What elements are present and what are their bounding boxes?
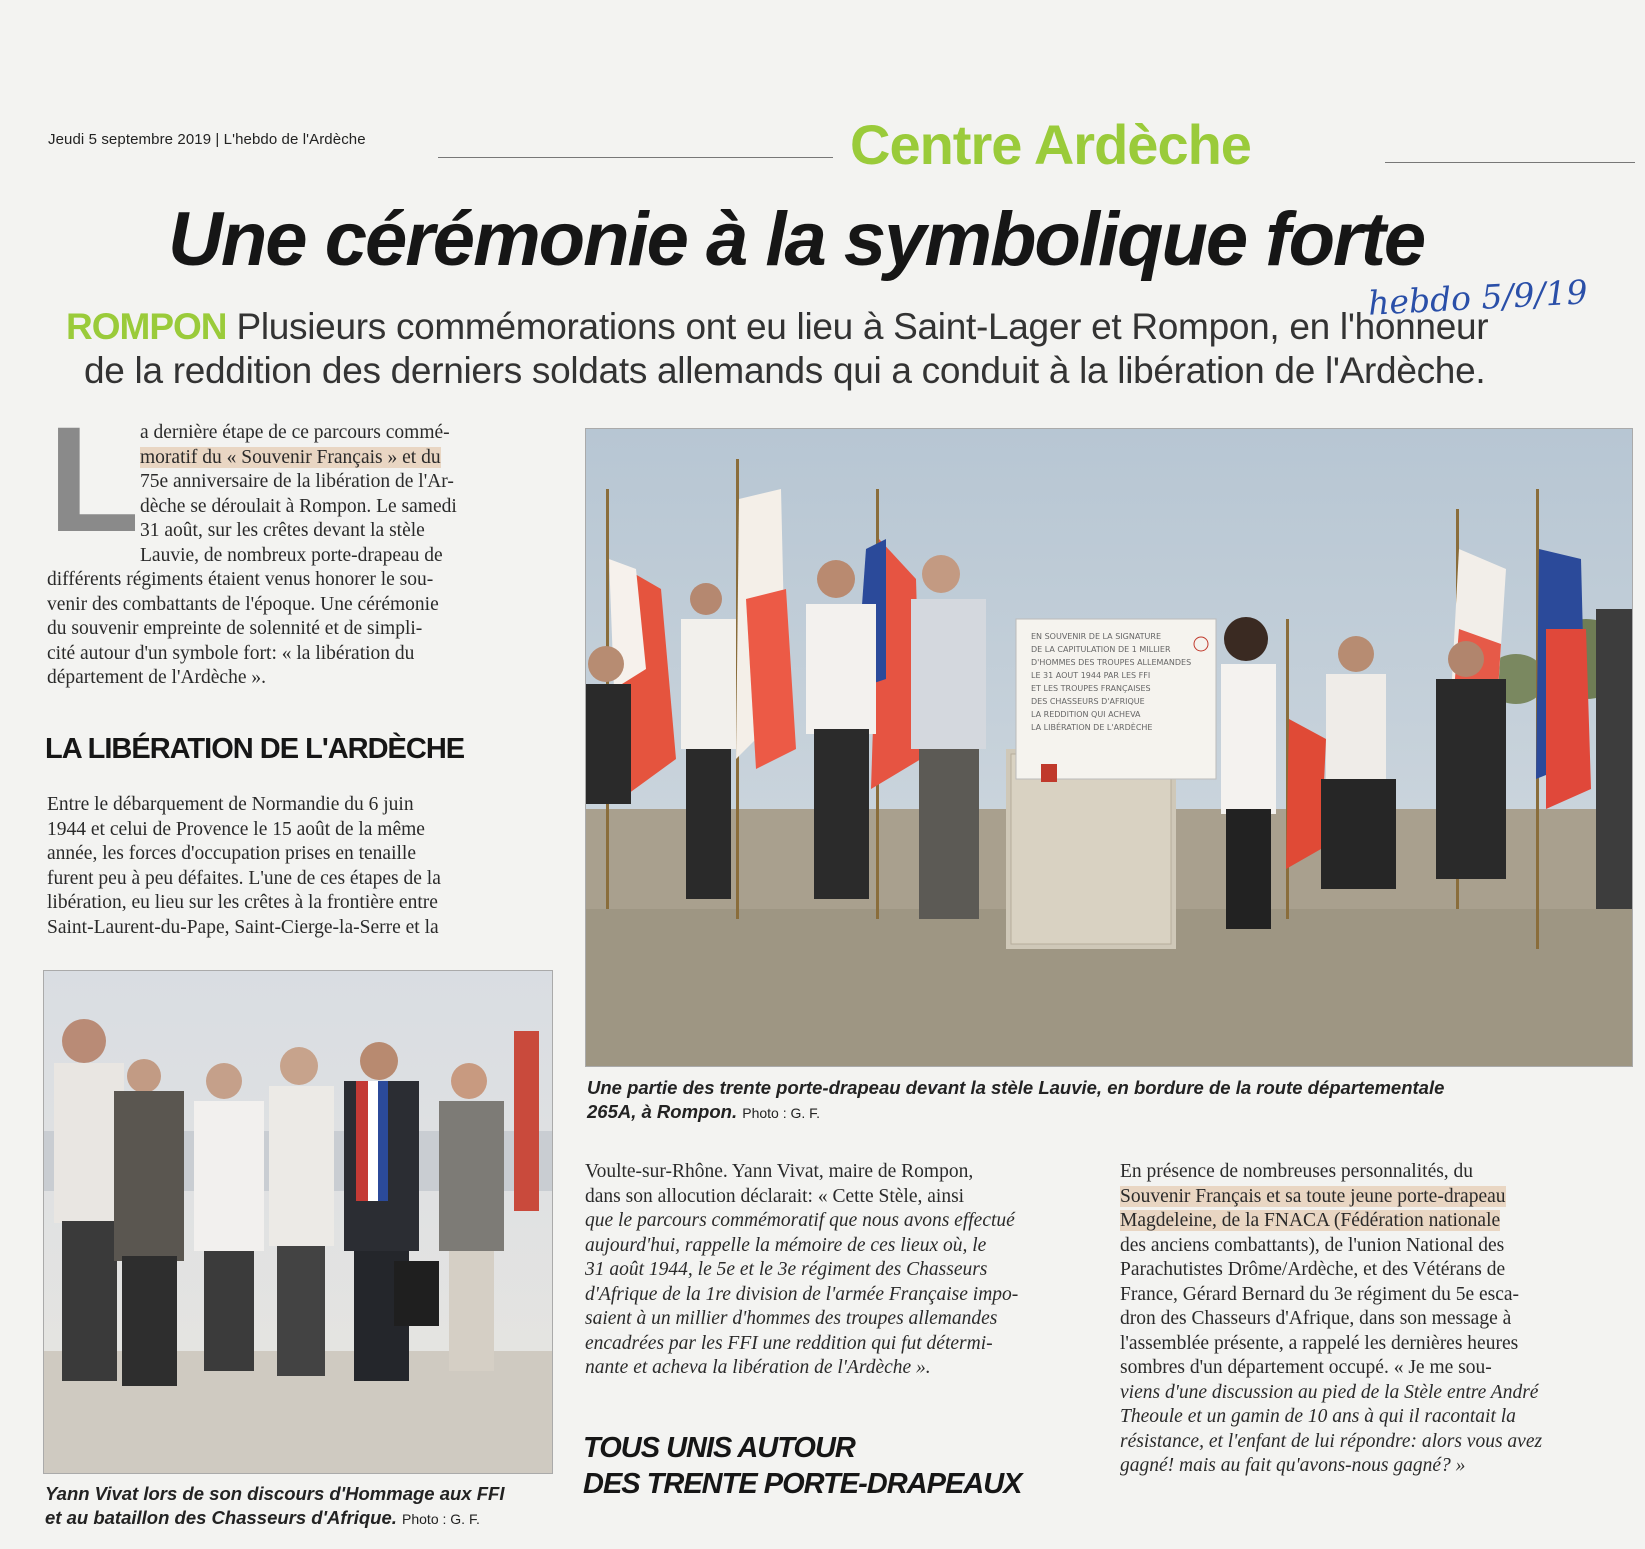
text-line: libération, eu lieu sur les crêtes à la frontière entre (47, 892, 438, 913)
text-line: dron des Chasseurs d'Afrique, dans son message à (1120, 1308, 1512, 1329)
plaque-text: D'HOMMES DES TROUPES ALLEMANDES (1031, 658, 1192, 667)
plaque-text: LA LIBÉRATION DE L'ARDÈCHE (1031, 723, 1153, 732)
text-line: Lauvie, de nombreux porte-drapeau de (140, 544, 443, 566)
lede-line-1: Plusieurs commémorations ont eu lieu à Saint-Lager et Rompon, en l'honneur (236, 306, 1489, 347)
text-line: des anciens combattants), de l'union National des (1120, 1234, 1505, 1256)
text-line: saient à un millier d'hommes des troupes allemandes (585, 1308, 998, 1329)
text-line: Magdeleine, de la FNACA (Fédération nationale (1120, 1210, 1501, 1231)
text-line: Entre le débarquement de Normandie du 6 juin (47, 794, 414, 815)
text-line: encadrées par les FFI une reddition qui fut détermi- (585, 1332, 993, 1354)
text-line: sombres d'un département occupé. « Je me sou- (1120, 1357, 1492, 1378)
text-line: Theoule et un gamin de 10 ans à qui il racontait la (1120, 1406, 1516, 1427)
text-line: furent peu à peu défaites. L'une de ces étapes de la (47, 867, 441, 889)
caption-line: Une partie des trente porte-drapeau devant la stèle Lauvie, en bordure de la route départementale (587, 1077, 1445, 1098)
text-line: venir des combattants de l'époque. Une cérémonie (47, 593, 439, 615)
photo-flag-bearers-caption (587, 1076, 1637, 1125)
text-line: aujourd'hui, rappelle la mémoire de ces lieux où, le (585, 1234, 987, 1256)
text-line: l'assemblée présente, a rappelé les dernières heures (1120, 1332, 1519, 1354)
caption-line: Yann Vivat lors de son discours d'Hommage aux FFI (45, 1483, 505, 1504)
plaque-text: LE 31 AOUT 1944 PAR LES FFI (1031, 671, 1151, 680)
plaque-text: LA REDDITION QUI ACHEVA (1031, 710, 1141, 719)
column3-text (1120, 1160, 1625, 1479)
header-rule-left (438, 157, 833, 158)
text-line: que le parcours commémoratif que nous avons effectué (585, 1210, 1015, 1231)
subhead-liberation: LA LIBÉRATION DE L'ARDÈCHE (45, 733, 465, 765)
lede-line-2: de la reddition des derniers soldats allemands qui a conduit à la libération de l'Ardèche. (84, 350, 1486, 391)
handwritten-note: hebdo 5/9/19 (1367, 272, 1589, 323)
plaque-text: ET LES TROUPES FRANÇAISES (1031, 684, 1151, 693)
section-title: Centre Ardèche (850, 113, 1251, 176)
dateline: Jeudi 5 septembre 2019 | L'hebdo de l'Ardèche (48, 131, 366, 148)
text-line: gagné! mais au fait qu'avons-nous gagné? » (1120, 1455, 1466, 1476)
caption-line: et au bataillon des Chasseurs d'Afrique. Photo : G. F. (45, 1507, 480, 1528)
column2-text (585, 1160, 1090, 1381)
intro-text-full (47, 568, 567, 691)
text-line: du souvenir empreinte de solennité et de simpli- (47, 618, 423, 639)
text-line: différents régiments étaient venus honorer le sou- (47, 569, 434, 590)
text-line: dèche se déroulait à Rompon. Le samedi (140, 495, 457, 517)
photo-credit: Photo : G. F. (742, 1105, 821, 1121)
headline: Une cérémonie à la symbolique forte (168, 197, 1425, 282)
lede-tag: ROMPON (66, 306, 227, 347)
plaque-text: DE LA CAPITULATION DE 1 MILLIER (1031, 645, 1171, 654)
text-line: viens d'une discussion au pied de la Stèle entre André (1120, 1381, 1539, 1403)
text-line: a dernière étape de ce parcours commé- (140, 422, 450, 443)
text-line: département de l'Ardèche ». (47, 667, 266, 688)
photo-speech (43, 970, 553, 1474)
intro-text (140, 421, 560, 568)
dropcap: L (48, 395, 140, 563)
text-line: France, Gérard Bernard du 3e régiment du 5e esca- (1120, 1283, 1520, 1305)
text-line: En présence de nombreuses personnalités, du (1120, 1161, 1474, 1182)
text-line: Saint-Laurent-du-Pape, Saint-Cierge-la-Serre et la (47, 916, 439, 938)
lede (66, 305, 1626, 393)
photo-flag-bearers (585, 428, 1633, 1067)
plaque-text: EN SOUVENIR DE LA SIGNATURE (1031, 632, 1162, 641)
text-line: Voulte-sur-Rhône. Yann Vivat, maire de Rompon, (585, 1161, 974, 1182)
text-line: cité autour d'un symbole fort: « la libération du (47, 642, 415, 664)
header-rule-right (1385, 162, 1635, 163)
photo-flag-bearers-image (586, 429, 1632, 1066)
text-line: Parachutistes Drôme/Ardèche, et des Vétérans de (1120, 1259, 1506, 1280)
text-line: 31 août 1944, le 5e et le 3e régiment des Chasseurs (585, 1259, 988, 1280)
text-line: année, les forces d'occupation prises en tenaille (47, 843, 416, 864)
text-line: dans son allocution déclarait: « Cette Stèle, ainsi (585, 1185, 965, 1207)
subhead-line: TOUS UNIS AUTOUR (583, 1432, 855, 1464)
text-line: 31 août, sur les crêtes devant la stèle (140, 520, 425, 541)
caption-line: 265A, à Rompon. Photo : G. F. (587, 1101, 821, 1122)
text-line: nante et acheva la libération de l'Ardèche ». (585, 1357, 931, 1378)
photo-credit: Photo : G. F. (402, 1511, 480, 1527)
subhead-tous-unis (583, 1430, 1022, 1502)
subhead-line: DES TRENTE PORTE-DRAPEAUX (583, 1468, 1022, 1500)
text-line: Souvenir Français et sa toute jeune porte-drapeau (1120, 1185, 1506, 1207)
text-line: résistance, et l'enfant de lui répondre: alors vous avez (1120, 1430, 1543, 1452)
section1-text (47, 793, 567, 940)
photo-speech-image (44, 971, 552, 1473)
text-line: d'Afrique de la 1re division de l'armée Française impo- (585, 1283, 1019, 1305)
plaque-text: DES CHASSEURS D'AFRIQUE (1031, 697, 1145, 706)
text-line: 1944 et celui de Provence le 15 août de la même (47, 818, 425, 840)
text-line: 75e anniversaire de la libération de l'Ar- (140, 471, 454, 492)
photo-speech-caption (45, 1482, 565, 1531)
text-line: moratif du « Souvenir Français » et du (140, 446, 441, 468)
